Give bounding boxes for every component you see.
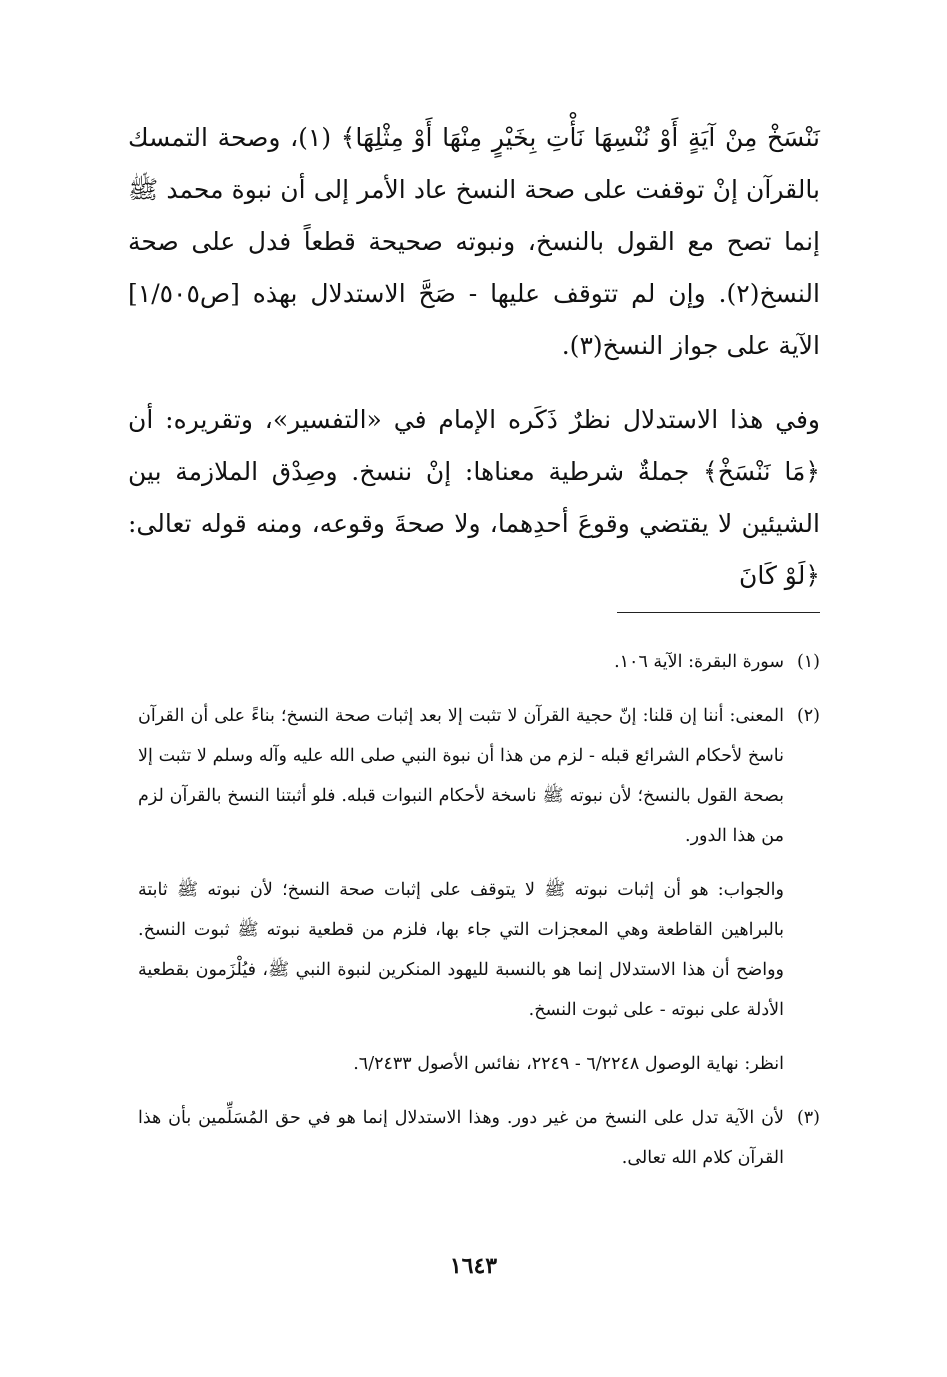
footnote-body xyxy=(138,1098,784,1178)
footnote-text: لأن الآية تدل على النسخ من غير دور. وهذا الاستدلال إنما هو في حق المُسَلِّمين بأن هذا القرآن كلام الله تعالى. xyxy=(138,1108,784,1168)
footnote-number: (٣) xyxy=(796,1108,820,1128)
footnote-number: (٢) xyxy=(796,706,820,726)
footnote-body xyxy=(138,696,784,1084)
main-paragraph-1: نَنْسَخْ مِنْ آيَةٍ أَوْ نُنْسِهَا نَأْتِ بِخَيْرٍ مِنْهَا أَوْ مِثْلِهَا﴾ (١)، وصحة التمسك بالقرآن إنْ توقفت على صحة النسخ عاد الأمر إلى أن نبوة محمد ﷺ إنما تصح مع القول بالنسخ، ونبوته صحيحة قطعاً فدل على صحة النسخ(٢). وإن لم تتوقف عليها - صَحَّ الاستدلال بهذه [ص١/٥٠٥] الآية على جواز النسخ(٣). xyxy=(128,123,820,360)
footnote-body xyxy=(138,642,784,682)
footnote-text: والجواب: هو أن إثبات نبوته ﷺ لا يتوقف على إثبات صحة النسخ؛ لأن نبوته ﷺ ثابتة بالبراهين القاطعة وهي المعجزات التي جاء بها، فلزم من قطعية نبوته ﷺ ثبوت النسخ. وواضح أن هذا الاستدلال إنما هو بالنسبة لليهود المنكرين لنبوة النبي ﷺ، فيُلْزَمون بقطعية الأدلة على نبوته - على ثبوت النسخ. xyxy=(138,880,784,1020)
footnote-2 xyxy=(138,696,820,1084)
footnote-reference: انظر: نهاية الوصول ٦/٢٢٤٨ - ٢٢٤٩، نفائس الأصول ٦/٢٤٣٣. xyxy=(353,1054,784,1074)
footnote-1 xyxy=(138,642,820,682)
main-text xyxy=(128,112,820,602)
footnote-text: سورة البقرة: الآية ١٠٦. xyxy=(614,652,784,672)
footnote-separator xyxy=(617,612,820,613)
page-number: ١٦٤٣ xyxy=(449,1253,498,1279)
footnote-text: المعنى: أننا إن قلنا: إنّ حجية القرآن لا تثبت إلا بعد إثبات صحة النسخ؛ بناءً على أن القرآن ناسخ لأحكام الشرائع قبله - لزم من هذا أن نبوة النبي صلى الله عليه وآله وسلم لا تثبت إلا بصحة القول بالنسخ؛ لأن نبوته ﷺ ناسخة لأحكام النبوات قبله. فلو أثبتنا النسخ بالقرآن لزم من هذا الدور. xyxy=(138,706,784,846)
footnote-3 xyxy=(138,1098,820,1178)
main-paragraph-2: وفي هذا الاستدلال نظرٌ ذَكَره الإمام في «التفسير»، وتقريره: أن ﴿مَا نَنْسَخْ﴾ جملةٌ شرطية معناها: إنْ ننسخ. وصِدْق الملازمة بين الشيئين لا يقتضي وقوعَ أحدِهما، ولا صحةَ وقوعه، ومنه قوله تعالى: ﴿لَوْ كَانَ xyxy=(128,405,821,590)
footnote-number: (١) xyxy=(796,652,820,672)
footnotes xyxy=(138,642,820,1178)
